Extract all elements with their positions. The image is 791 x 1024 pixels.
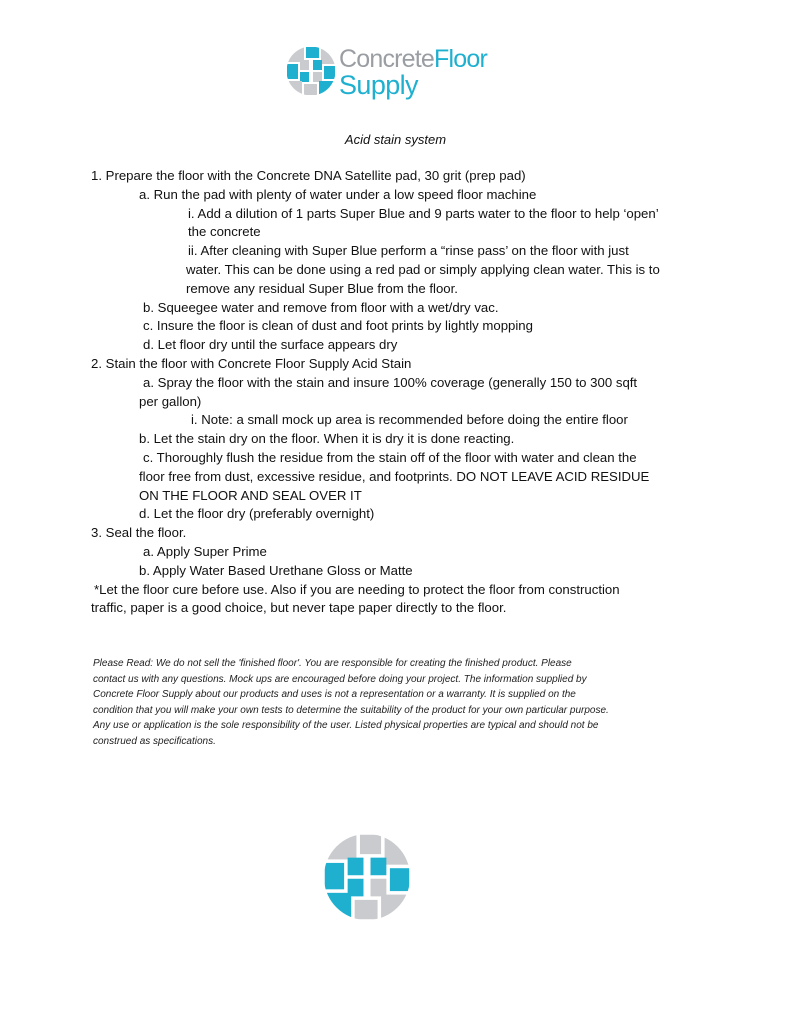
disclaimer bbox=[93, 656, 703, 750]
document-title: Acid stain system bbox=[344, 132, 447, 147]
step-1a-i: i. Add a dilution of 1 parts Super Blue and 9 parts water to the floor to help ‘open’ bbox=[188, 205, 659, 221]
step-1a-ii-cont: remove any residual Super Blue from the floor. bbox=[186, 280, 458, 296]
brand-logo bbox=[286, 46, 516, 102]
step-2c-cont: floor free from dust, excessive residue, and footprints. DO NOT LEAVE ACID RESIDUE bbox=[139, 468, 650, 484]
step-2d: d. Let the floor dry (preferably overnight) bbox=[139, 506, 375, 522]
logo-wordmark bbox=[339, 46, 487, 98]
cure-note: *Let the floor cure before use. Also if you are needing to protect the floor from construction bbox=[94, 581, 620, 597]
logo-word-concrete: Concrete bbox=[339, 45, 435, 73]
step-1d: d. Let floor dry until the surface appears dry bbox=[143, 337, 398, 353]
step-1c: c. Insure the floor is clean of dust and foot prints by lightly mopping bbox=[143, 318, 533, 334]
disclaimer-line: contact us with any questions. Mock ups are encouraged before doing your project. The information supplied by bbox=[93, 673, 587, 685]
step-1a-i-cont: the concrete bbox=[188, 224, 261, 240]
step-1a-ii: ii. After cleaning with Super Blue perform a “rinse pass’ on the floor with just bbox=[188, 243, 629, 259]
step-3: 3. Seal the floor. bbox=[91, 525, 187, 541]
step-1: 1. Prepare the floor with the Concrete DNA Satellite pad, 30 grit (prep pad) bbox=[91, 168, 526, 183]
disclaimer-line: Please Read: We do not sell the 'finished floor'. You are responsible for creating the finished product. Please bbox=[93, 658, 572, 669]
disclaimer-line: condition that you will make your own tests to determine the suitability of the product for your own particular purpose. bbox=[93, 704, 609, 716]
disclaimer-line: construed as specifications. bbox=[93, 735, 216, 747]
step-2a-cont: per gallon) bbox=[139, 393, 202, 409]
step-2c: c. Thoroughly flush the residue from the stain off of the floor with water and clean the bbox=[143, 449, 637, 465]
logo-word-floor: Floor bbox=[434, 45, 488, 73]
step-1b: b. Squeegee water and remove from floor with a wet/dry vac. bbox=[143, 299, 499, 315]
step-1a: a. Run the pad with plenty of water under a low speed floor machine bbox=[139, 186, 537, 202]
step-1a-ii-cont: water. This can be done using a red pad or simply applying clean water. This is to bbox=[186, 261, 660, 277]
cure-note-cont: traffic, paper is a good choice, but never tape paper directly to the floor. bbox=[91, 600, 507, 616]
steps-list bbox=[91, 167, 711, 618]
step-2b: b. Let the stain dry on the floor. When it is dry it is done reacting. bbox=[139, 431, 515, 447]
disclaimer-line: Any use or application is the sole responsibility of the user. Listed physical properties are typical and should not be bbox=[93, 720, 599, 732]
step-2a: a. Spray the floor with the stain and insure 100% coverage (generally 150 to 300 sqft bbox=[143, 374, 638, 390]
step-3b: b. Apply Water Based Urethane Gloss or Matte bbox=[139, 562, 413, 578]
step-3a: a. Apply Super Prime bbox=[143, 543, 267, 559]
mosaic-circle-logo-icon bbox=[286, 46, 336, 96]
disclaimer-line: Concrete Floor Supply about our products and uses is not a representation or a warranty. It is supplied on the bbox=[93, 689, 576, 701]
logo-word-supply: Supply bbox=[339, 70, 418, 100]
step-2: 2. Stain the floor with Concrete Floor Supply Acid Stain bbox=[91, 355, 412, 371]
step-2c-cont: ON THE FLOOR AND SEAL OVER IT bbox=[139, 487, 362, 503]
step-2a-i: i. Note: a small mock up area is recommended before doing the entire floor bbox=[191, 412, 628, 428]
footer-logo-icon bbox=[323, 833, 411, 926]
